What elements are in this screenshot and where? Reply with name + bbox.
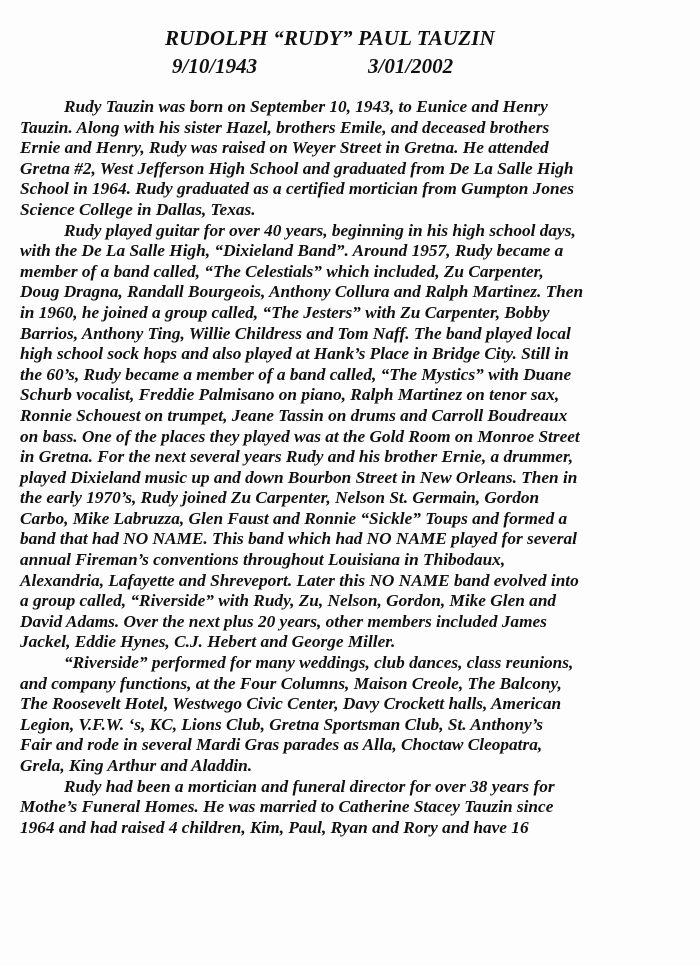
text-line: Rudy Tauzin was born on September 10, 1943, to Eunice and Henry [64, 97, 548, 116]
text-line: 1964 and had raised 4 children, Kim, Paul, Ryan and Rory and have 16 [20, 817, 529, 837]
text-line: Barrios, Anthony Ting, Willie Childress and Tom Naff. The band played local [20, 323, 571, 343]
page-title: RUDOLPH “RUDY” PAUL TAUZIN [164, 26, 496, 50]
text-line: Tauzin. Along with his sister Hazel, brothers Emile, and deceased brothers [20, 117, 550, 137]
text-line: Legion, V.F.W. ‘s, KC, Lions Club, Gretna Sportsman Club, St. Anthony’s [20, 714, 543, 734]
paragraph [20, 653, 684, 777]
text-line: Ronnie Schouest on trumpet, Jeane Tassin on drums and Carroll Boudreaux [20, 405, 568, 425]
paragraph [20, 221, 684, 653]
text-line: Jackel, Eddie Hynes, C.J. Hebert and George Miller. [20, 632, 396, 652]
text-line: Rudy played guitar for over 40 years, beginning in his high school days, [64, 220, 576, 240]
text-line: Ernie and Henry, Rudy was raised on Weyer Street in Gretna. He attended [20, 138, 549, 158]
death-date: 3/01/2002 [368, 54, 454, 78]
text-line: with the De La Salle High, “Dixieland Band”. Around 1957, Rudy became a [20, 241, 564, 261]
text-line: Gretna #2, West Jefferson High School and graduated from De La Salle High [20, 158, 574, 178]
text-line: band that had NO NAME. This band which had NO NAME played for several [20, 529, 577, 549]
biography-text [20, 97, 684, 838]
text-line: the early 1970’s, Rudy joined Zu Carpenter, Nelson St. Germain, Gordon [20, 488, 540, 508]
text-line: the 60’s, Rudy became a member of a band called, “The Mystics” with Duane [20, 364, 572, 384]
text-line: Schurb vocalist, Freddie Palmisano on piano, Ralph Martinez on tenor sax, [20, 385, 560, 405]
text-line: Carbo, Mike Labruzza, Glen Faust and Ronnie “Sickle” Toups and formed a [20, 508, 568, 528]
text-line: on bass. One of the places they played was at the Gold Room on Monroe Street [20, 426, 580, 446]
text-line: Grela, King Arthur and Aladdin. [20, 756, 253, 775]
text-line: Fair and rode in several Mardi Gras parades as Alla, Choctaw Cleopatra, [20, 735, 543, 755]
text-line: Alexandria, Lafayette and Shreveport. Later this NO NAME band evolved into [20, 570, 579, 590]
paragraph [20, 97, 684, 221]
text-line: School in 1964. Rudy graduated as a certified mortician from Gumpton Jones [20, 179, 575, 199]
text-line: Mothe’s Funeral Homes. He was married to Catherine Stacey Tauzin since [20, 797, 554, 817]
text-line: a group called, “Riverside” with Rudy, Zu, Nelson, Gordon, Mike Glen and [20, 591, 557, 611]
text-line: annual Fireman’s conventions throughout Louisiana in Thibodaux, [20, 550, 506, 570]
text-line: played Dixieland music up and down Bourbon Street in New Orleans. Then in [20, 467, 578, 487]
text-line: member of a band called, “The Celestials” which included, Zu Carpenter, [20, 261, 544, 281]
text-line: “Riverside” performed for many weddings, club dances, class reunions, [64, 653, 574, 673]
text-line: and company functions, at the Four Columns, Maison Creole, The Balcony, [20, 673, 562, 693]
paragraph [20, 777, 684, 839]
text-line: David Adams. Over the next plus 20 years, other members included James [20, 611, 547, 631]
text-line: Doug Dragna, Randall Bourgeois, Anthony Collura and Ralph Martinez. Then [20, 282, 584, 302]
text-line: Science College in Dallas, Texas. [20, 199, 256, 219]
birth-date: 9/10/1943 [172, 54, 258, 78]
text-line: Rudy had been a mortician and funeral director for over 38 years for [64, 776, 555, 796]
text-line: high school sock hops and also played at Hank’s Place in Bridge City. Still in [20, 344, 569, 364]
text-line: The Roosevelt Hotel, Westwego Civic Center, Davy Crockett halls, American [20, 694, 562, 714]
text-line: in Gretna. For the next several years Rudy and his brother Ernie, a drummer, [20, 447, 574, 467]
text-line: in 1960, he joined a group called, “The Jesters” with Zu Carpenter, Bobby [20, 302, 550, 322]
